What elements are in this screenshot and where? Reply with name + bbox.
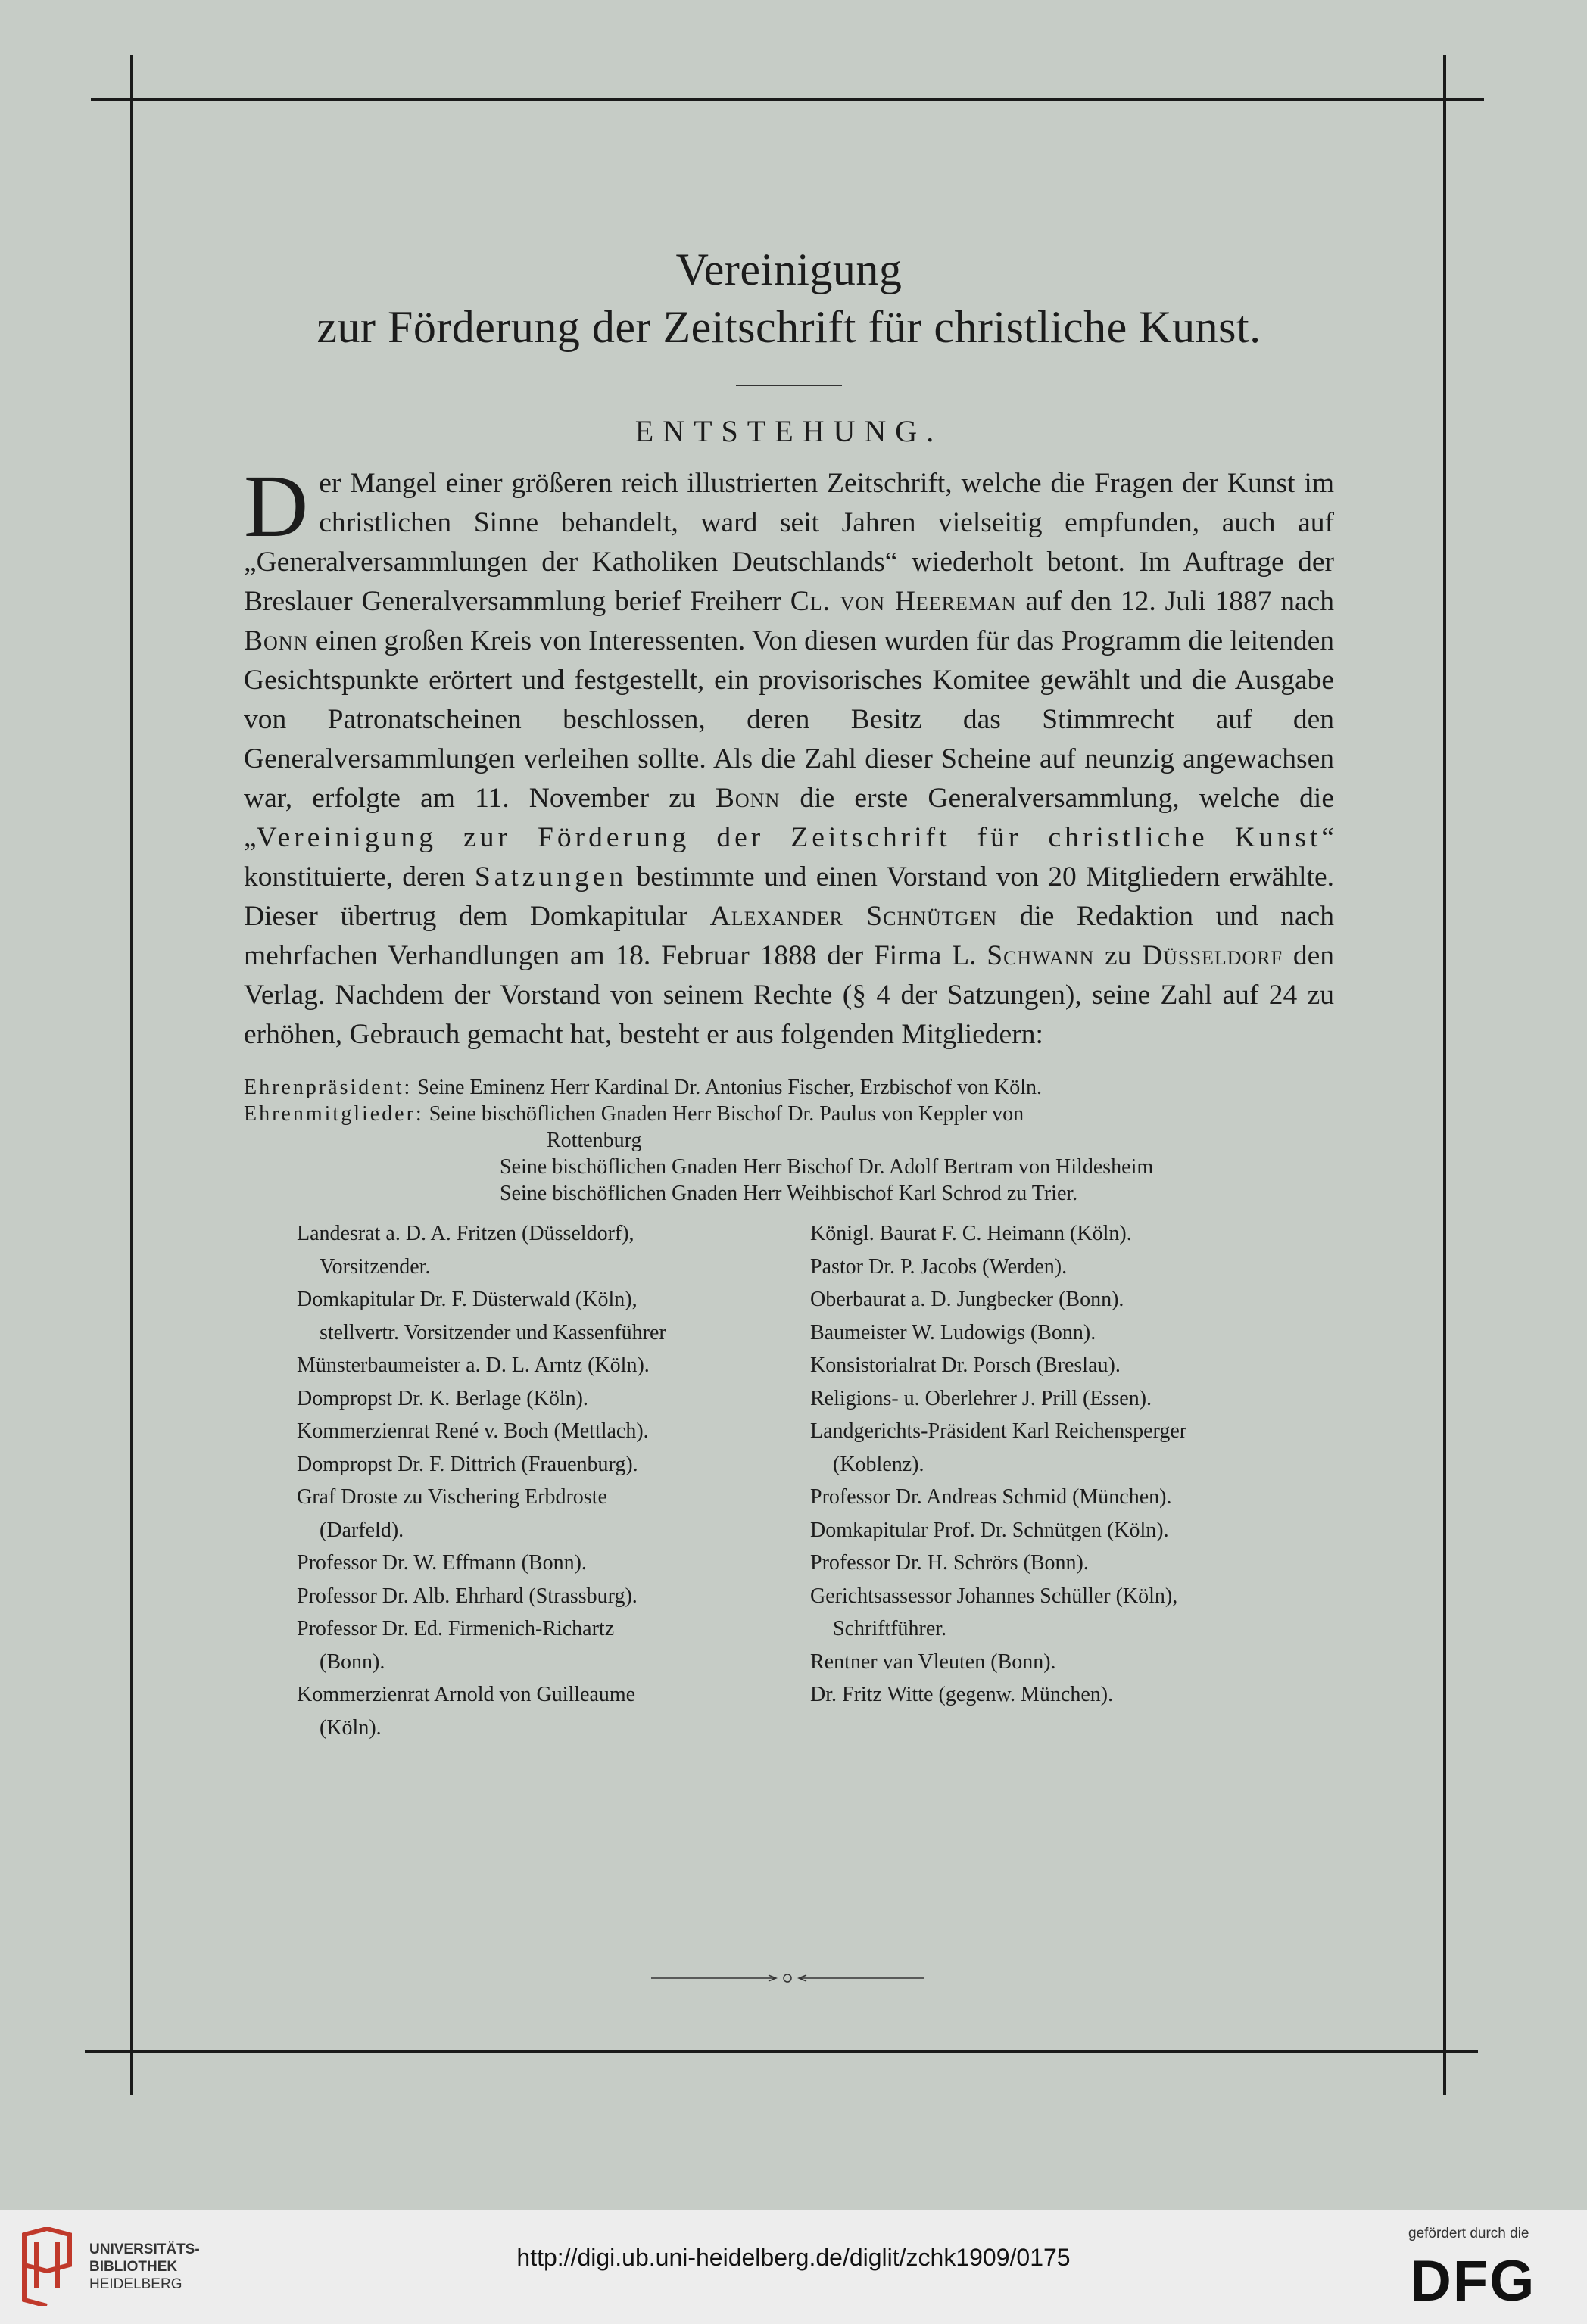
section-heading: ENTSTEHUNG. — [634, 414, 943, 448]
body-run: Schwann — [987, 940, 1095, 971]
member-entry: (Bonn). — [320, 1650, 385, 1674]
sponsor-caption: gefördert durch die — [1408, 2226, 1529, 2241]
body-run: “ konstituierte, deren — [244, 822, 1334, 893]
page-content — [244, 242, 1334, 1744]
drop-cap: D — [244, 456, 309, 556]
body-run: einen großen Kreis von Interessenten. Von diesen wurden für das Programm die leitenden Gesichtspunkte erörtert und festgestellt, ein provisorisches Komitee gewählt und die Ausgabe von Patronatscheinen beschlossen, deren Besitz das Stimmrecht auf den Generalversammlungen verleihen sollte. Als die Zahl dieser Scheine auf neunzig angewachsen war, erfolgte am 11. November zu — [244, 625, 1334, 814]
frame-left-rule — [130, 55, 133, 2095]
frame-bottom-rule — [85, 2050, 1478, 2053]
body-run: Satzungen — [474, 861, 628, 893]
member-entry: Pastor Dr. P. Jacobs (Werden). — [810, 1254, 1068, 1279]
body-paragraph — [244, 456, 1334, 1055]
honorary-president-name: Seine Eminenz Herr Kardinal Dr. Antonius Fischer, Erzbischof von Köln. — [417, 1076, 1042, 1099]
honorary-president-label: Ehrenpräsident: — [244, 1076, 413, 1099]
honorary-president-row — [244, 1074, 1334, 1101]
body-run: den Verlag. Nachdem der Vorstand von seinem Rechte (§ 4 der Satzungen), seine Zahl auf 24 zu erhöhen, Gebrauch gemacht hat, besteht er aus folgenden Mitgliedern: — [244, 940, 1334, 1050]
body-run: Bonn — [244, 625, 309, 656]
honorary-member: Seine bischöflichen Gnaden Herr Bischof Dr. Adolf Bertram von Hildesheim — [500, 1155, 1154, 1179]
member-entry: (Koblenz). — [833, 1452, 924, 1476]
honorary-block — [244, 1074, 1334, 1207]
frame-top-rule — [91, 98, 1484, 101]
member-entry: Schriftführer. — [833, 1617, 947, 1640]
honorary-members-label: Ehrenmitglieder: — [244, 1102, 424, 1126]
member-entry: Baumeister W. Ludowigs (Bonn). — [810, 1320, 1096, 1344]
title-line-1: Vereinigung — [675, 245, 903, 294]
member-entry: Dr. Fritz Witte (gegenw. München). — [810, 1683, 1114, 1706]
body-run: die Redaktion und nach mehrfachen Verhandlungen am 18. Februar 1888 der Firma L. — [244, 901, 1334, 971]
library-name-line: BIBLIOTHEK — [89, 2259, 178, 2275]
body-run: Düsseldorf — [1142, 940, 1283, 971]
ornament-divider — [651, 1973, 924, 1983]
body-run: die erste Generalversammlung, welche die „ — [244, 783, 1334, 853]
member-entry: Domkapitular Dr. F. Düsterwald (Köln), — [297, 1288, 638, 1311]
member-entry: Graf Droste zu Vischering Erbdroste — [297, 1485, 607, 1509]
dfg-logo[interactable]: DFG — [1410, 2249, 1536, 2313]
body-run: Vereinigung zur Förderung der Zeitschrift für christliche Kunst — [256, 822, 1322, 853]
member-entry: Münsterbaumeister a. D. L. Arntz (Köln). — [297, 1354, 650, 1377]
member-entry: Dompropst Dr. F. Dittrich (Frauenburg). — [297, 1452, 638, 1476]
member-entry: Königl. Baurat F. C. Heimann (Köln). — [810, 1222, 1132, 1245]
member-entry: Oberbaurat a. D. Jungbecker (Bonn). — [810, 1288, 1124, 1311]
member-entry: Professor Dr. H. Schrörs (Bonn). — [810, 1551, 1089, 1575]
member-entry: stellvertr. Vorsitzender und Kassenführer — [320, 1320, 666, 1344]
body-run: bestimmte und einen Vorstand von 20 Mitgliedern erwählte. Dieser übertrug dem Domkapitular — [244, 861, 1334, 932]
member-entry: Religions- u. Oberlehrer J. Prill (Essen). — [810, 1386, 1152, 1410]
members-list — [244, 1217, 1334, 1744]
member-entry: Professor Dr. Andreas Schmid (München). — [810, 1485, 1172, 1509]
honorary-member: Seine bischöflichen Gnaden Herr Bischof Dr. Paulus von Keppler von — [429, 1102, 1024, 1126]
library-name-line: HEIDELBERG — [89, 2276, 182, 2292]
title-line-2: zur Förderung der Zeitschrift für christliche Kunst. — [316, 302, 1261, 352]
permalink-url[interactable]: http://digi.ub.uni-heidelberg.de/diglit/zchk1909/0175 — [516, 2244, 1071, 2271]
honorary-members-row — [244, 1101, 1334, 1127]
member-entry: (Köln). — [320, 1715, 382, 1740]
member-entry: Konsistorialrat Dr. Porsch (Breslau). — [810, 1354, 1121, 1377]
members-column-right — [810, 1217, 1280, 1744]
member-entry: Gerichtsassessor Johannes Schüller (Köln), — [810, 1584, 1178, 1608]
member-entry: Landesrat a. D. A. Fritzen (Düsseldorf), — [297, 1222, 634, 1245]
member-entry: Professor Dr. Alb. Ehrhard (Strassburg). — [297, 1584, 638, 1608]
body-run: er Mangel einer größeren reich illustrierten Zeitschrift, welche die Fragen der Kunst im christlichen Sinne behandelt, ward seit Jahren vielseitig empfunden, auch auf „Generalversammlungen der Katholiken Deutschlands“ wiederholt betont. Im Auftrage der Breslauer Generalversammlung berief Freiherr — [244, 468, 1334, 617]
frame-right-rule — [1443, 55, 1446, 2095]
body-run: Cl. von Heereman — [790, 586, 1017, 617]
body-run: Bonn — [715, 783, 781, 814]
honorary-member: Rottenburg — [547, 1129, 642, 1152]
body-run: Alexander Schnütgen — [709, 901, 998, 932]
members-column-left — [297, 1217, 766, 1744]
member-entry: Kommerzienrat René v. Boch (Mettlach). — [297, 1419, 649, 1443]
member-entry: Professor Dr. Ed. Firmenich-Richartz — [297, 1617, 615, 1640]
title-divider — [736, 385, 842, 386]
library-name-line: UNIVERSITÄTS- — [89, 2241, 200, 2257]
body-run: zu — [1094, 940, 1143, 971]
member-entry: Rentner van Vleuten (Bonn). — [810, 1650, 1056, 1674]
member-entry: Landgerichts-Präsident Karl Reichensperger — [810, 1419, 1187, 1443]
member-entry: Dompropst Dr. K. Berlage (Köln). — [297, 1386, 588, 1410]
member-entry: Vorsitzender. — [320, 1254, 431, 1279]
member-entry: Professor Dr. W. Effmann (Bonn). — [297, 1551, 587, 1575]
member-entry: Kommerzienrat Arnold von Guilleaume — [297, 1683, 636, 1706]
honorary-member: Seine bischöflichen Gnaden Herr Weihbischof Karl Schrod zu Trier. — [500, 1182, 1078, 1205]
body-run: auf den 12. Juli 1887 nach — [1016, 586, 1334, 617]
member-entry: (Darfeld). — [320, 1518, 404, 1542]
member-entry: Domkapitular Prof. Dr. Schnütgen (Köln). — [810, 1518, 1169, 1542]
